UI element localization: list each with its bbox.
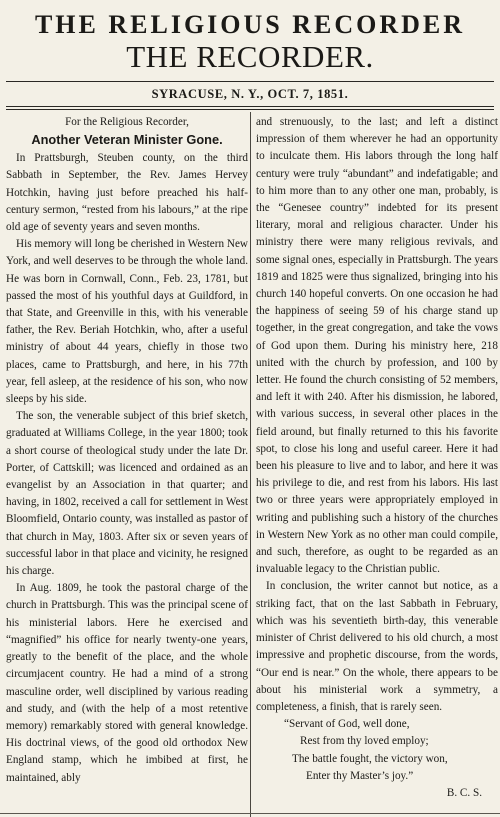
article-paragraph: His memory will long be cherished in Western New York, and well deserves to be through the whole land. He was born in Cornwall, Conn., Feb. 23, 1781, but passed the most of his youthful days at Guildford, in that State, and Greenville in this, with his venerable father, the Rev. Beriah Hotchkin, who, after a useful ministry of about 44 years, chiefly in those two places, came to Prattsburgh, and here, in his 77th year, fell asleep, at the residence of his son, who now sleeps by his side.: [6, 238, 248, 406]
masthead-top-title: THE RELIGIOUS RECORDER: [34, 10, 466, 39]
article-conclusion: In conclusion, the writer cannot but notice, as a striking fact, that on the last Sabbath in February, which was his seventieth birth-day, this venerable minister of Christ delivered to his old church, a most impressive and prophetic discourse, from the words, “Our end is near.” On the whole, there appears to be about his ministerial work a symmetry, a completeness, a finish, that is rarely seen.: [256, 580, 498, 713]
column-left: [6, 114, 248, 787]
closing-verse: [256, 716, 498, 785]
column-divider: [250, 112, 251, 817]
masthead-rule-lower-double: [6, 109, 494, 110]
page-bottom-rule: [0, 813, 500, 814]
masthead-rule-upper: [6, 81, 494, 82]
article-paragraph: In Aug. 1809, he took the pastoral charge of the church in Prattsburgh. This was the principal scene of his ministerial labors. Here he exercised and “magnified” his office for nearly twenty-one years, greatly to the benefit of the place, and the whole circumjacent country. He had a mind of a strong masculine order, well disciplined by various reading and study, and (with the help of a most retentive memory) remarkably stored with general knowledge. His doctrinal views, of the good old orthodox New England stamp, which he imbibed at first, he maintained, ably: [6, 582, 248, 784]
masthead: [0, 0, 500, 112]
verse-line: “Servant of God, well done,: [284, 718, 410, 731]
verse-line: Rest from thy loved employ;: [300, 735, 429, 748]
article-headline: Another Veteran Minister Gone.: [31, 132, 223, 148]
verse-line: Enter thy Master’s joy.”: [306, 769, 414, 782]
masthead-main-title: THE RECORDER.: [126, 39, 374, 74]
dateline: SYRACUSE, N. Y., OCT. 7, 1851.: [151, 87, 349, 101]
article-via: For the Religious Recorder,: [65, 116, 189, 128]
column-right: [256, 114, 498, 802]
article-paragraph: In Prattsburgh, Steuben county, on the third Sabbath in September, the Rev. James Hervey Hotchkin, having just before preached his half-century sermon, “rested from his labours,” at the ripe old age of seventy years and seven months.: [6, 152, 248, 234]
verse-line: The battle fought, the victory won,: [292, 752, 448, 765]
author-signature: B. C. S.: [446, 786, 482, 799]
masthead-rule-lower: [6, 106, 494, 107]
article-paragraph: The son, the venerable subject of this brief sketch, graduated at Williams College, in the year 1800; took a short course of theological study under the late Dr. Porter, of Cattskill; was licenced and ordained as an evangelist by an Association in that quarter; and having, in 1802, received a call for settlement in West Bloomfield, Ontario county, was installed as pastor of that church in May, 1803. After six or seven years of successful labor in that place and vicinity, he resigned his charge.: [6, 410, 248, 578]
article-paragraph-continued: and strenuously, to the last; and left a distinct impression of them wherever he had an opportunity to inculcate them. His labors through the long half century were truly “abundant” and indefatigable; and to him more than to any other one man, probably, is the “Genesee country” indebted for its present literary, moral and religious character. Under his ministry there were many religious revivals, and some signal ones, especially in Prattsburgh. The years 1819 and 1825 were thus signalized, bringing into his church 140 hopeful converts. On one occasion he had the happiness of seeing 59 of his charge stand up together, in the great congregation, and take the vows of God upon them. During his ministry here, 218 united with the church by profession, and 100 by letter. He found the church consisting of 52 members, and left it with 240. After his dismission, he labored, with various success, in several other places in the field around, but finally returned to this his favorite spot, to close his long and useful career. Here it had been his pleasure to live and to labor, and here it was his privilege to die, and rest from his labors. His last two or three years were appropriately employed in writing and publishing such a history of the churches in Western New York as no other man could compile, and such, therefore, as ought to be regarded as an invaluable legacy to the Christian public.: [256, 116, 498, 576]
